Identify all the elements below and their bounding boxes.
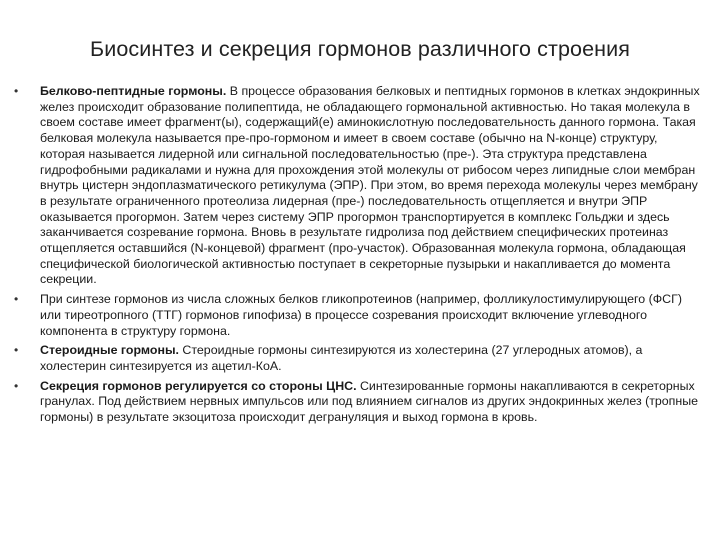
bullet-dot-icon: • [14, 292, 19, 307]
slide-title: Биосинтез и секреция гормонов различного строения [90, 37, 630, 61]
bullet-text: Стероидные гормоны синтезируются из холестерина (27 углеродных атомов), а холестерин синтезируется из ацетил-КоА. [40, 343, 643, 373]
bullet-item-steroid [14, 343, 704, 374]
bullet-lead: Стероидные гормоны. [40, 343, 179, 358]
bullet-text: Синтезированные гормоны накапливаются в секреторных гранулах. Под действием нервных импульсов или под влиянием сигналов из других эндокринных желез (тропные гормоны) в результате экзоцитоза происходит дегрануляция и выход гормона в кровь. [40, 378, 699, 425]
bullet-dot-icon: • [14, 378, 19, 393]
bullet-list [14, 84, 704, 430]
bullet-dot-icon: • [14, 84, 19, 98]
bullet-item-secretion-regulation [14, 378, 704, 426]
bullet-dot-icon: • [14, 343, 19, 358]
bullet-lead: Секреция гормонов регулируется со стороны ЦНС. [40, 378, 357, 393]
bullet-item-protein-peptide [14, 84, 704, 288]
bullet-lead: Белково-пептидные гормоны. [40, 84, 227, 98]
bullet-text: При синтезе гормонов из числа сложных белков гликопротеинов (например, фолликулостимулирующего (ФСГ) или тиреотропного (ТТГ) гормонов гипофиза) в процессе созревания происходит включение углеводного компонента в структуру гормона. [40, 292, 682, 338]
bullet-text: В процессе образования белковых и пептидных гормонов в клетках эндокринных желез происходит образование полипептида, не обладающего гормональной активностью. Но такая молекула в своем составе имеет фрагмент(ы), содержащий(е) аминокислотную последовательность данного гормона. Такая белковая молекула называется пре-про-гормоном и имеет в своем составе (обычно на N-конце) структуру, которая называется лидерной или сигнальной последовательностью (пре-). Эта структура представлена гидрофобными радикалами и нужна для прохождения этой молекулы от рибосом через липидные слои мембран внутрь цистерн эндоплазматического ретикулума (ЭПР). При этом, во время перехода молекулы через мембрану в результате ограниченного протеолиза лидерная (пре-) последовательность отщепляется и внутри ЭПР оказывается прогормон. Затем через систему ЭПР прогормон транспортируется в комплекс Гольджи и здесь заканчивается созревание гормона. Вновь в результате гидролиза под действием специфических протеиназ отщепляется оставшийся (N-концевой) фрагмент (про-участок). Образованная молекула гормона, обладающая специфической биологической активностью поступает в секреторные пузырьки и накапливается до момента секреции. [40, 84, 700, 287]
bullet-item-glycoproteins [14, 292, 704, 339]
